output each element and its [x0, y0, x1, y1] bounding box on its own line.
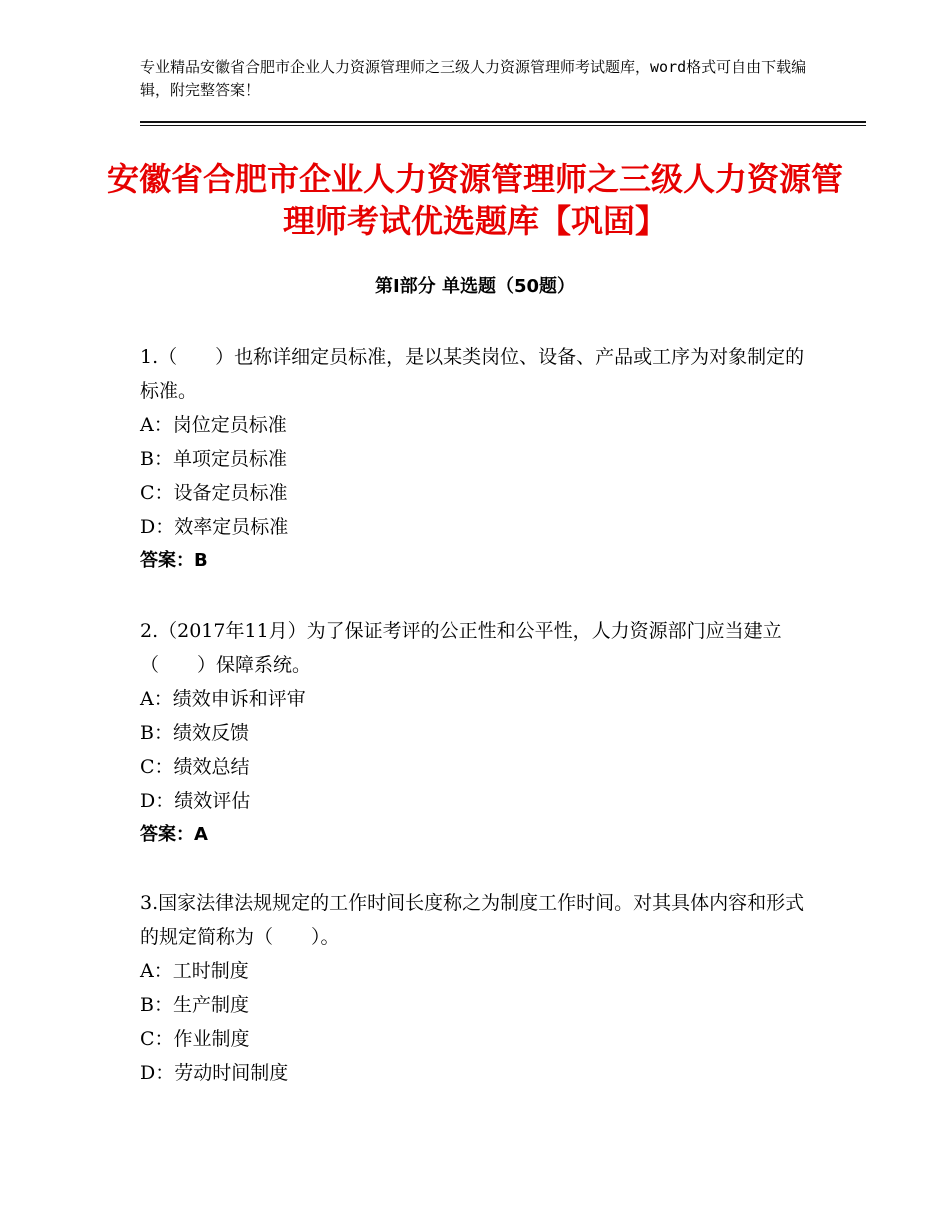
option-d: D：绩效评估 — [140, 790, 251, 812]
question-1 — [140, 340, 810, 578]
question-3 — [140, 886, 810, 1090]
option-a: A：岗位定员标准 — [140, 414, 287, 436]
option-b: B：生产制度 — [140, 994, 249, 1016]
question-2 — [140, 614, 810, 852]
header-note: 专业精品安徽省合肥市企业人力资源管理师之三级人力资源管理师考试题库，word格式可自由下载编辑，附完整答案！ — [140, 58, 807, 99]
header-divider-thin — [140, 125, 866, 126]
option-b: B：绩效反馈 — [140, 722, 249, 744]
document-title: 安徽省合肥市企业人力资源管理师之三级人力资源管理师考试优选题库【巩固】 — [106, 160, 843, 240]
option-d: D：劳动时间制度 — [140, 1062, 289, 1084]
option-c: C：作业制度 — [140, 1028, 250, 1050]
option-a: A：绩效申诉和评审 — [140, 688, 306, 710]
question-stem: 2.（2017年11月）为了保证考评的公正性和公平性，人力资源部门应当建立（ ）保障系统。 — [140, 620, 782, 676]
option-c: C：设备定员标准 — [140, 482, 288, 504]
question-stem: 3.国家法律法规规定的工作时间长度称之为制度工作时间。对其具体内容和形式的规定简称为（ ）。 — [140, 892, 805, 948]
answer: 答案：A — [140, 824, 208, 845]
header-divider — [140, 121, 866, 123]
section-title: 第Ⅰ部分 单选题（50题） — [374, 276, 575, 297]
option-c: C：绩效总结 — [140, 756, 250, 778]
answer: 答案：B — [140, 550, 208, 571]
option-a: A：工时制度 — [140, 960, 249, 982]
option-d: D：效率定员标准 — [140, 516, 289, 538]
question-stem: 1.（ ）也称详细定员标准，是以某类岗位、设备、产品或工序为对象制定的标准。 — [140, 346, 805, 402]
option-b: B：单项定员标准 — [140, 448, 287, 470]
